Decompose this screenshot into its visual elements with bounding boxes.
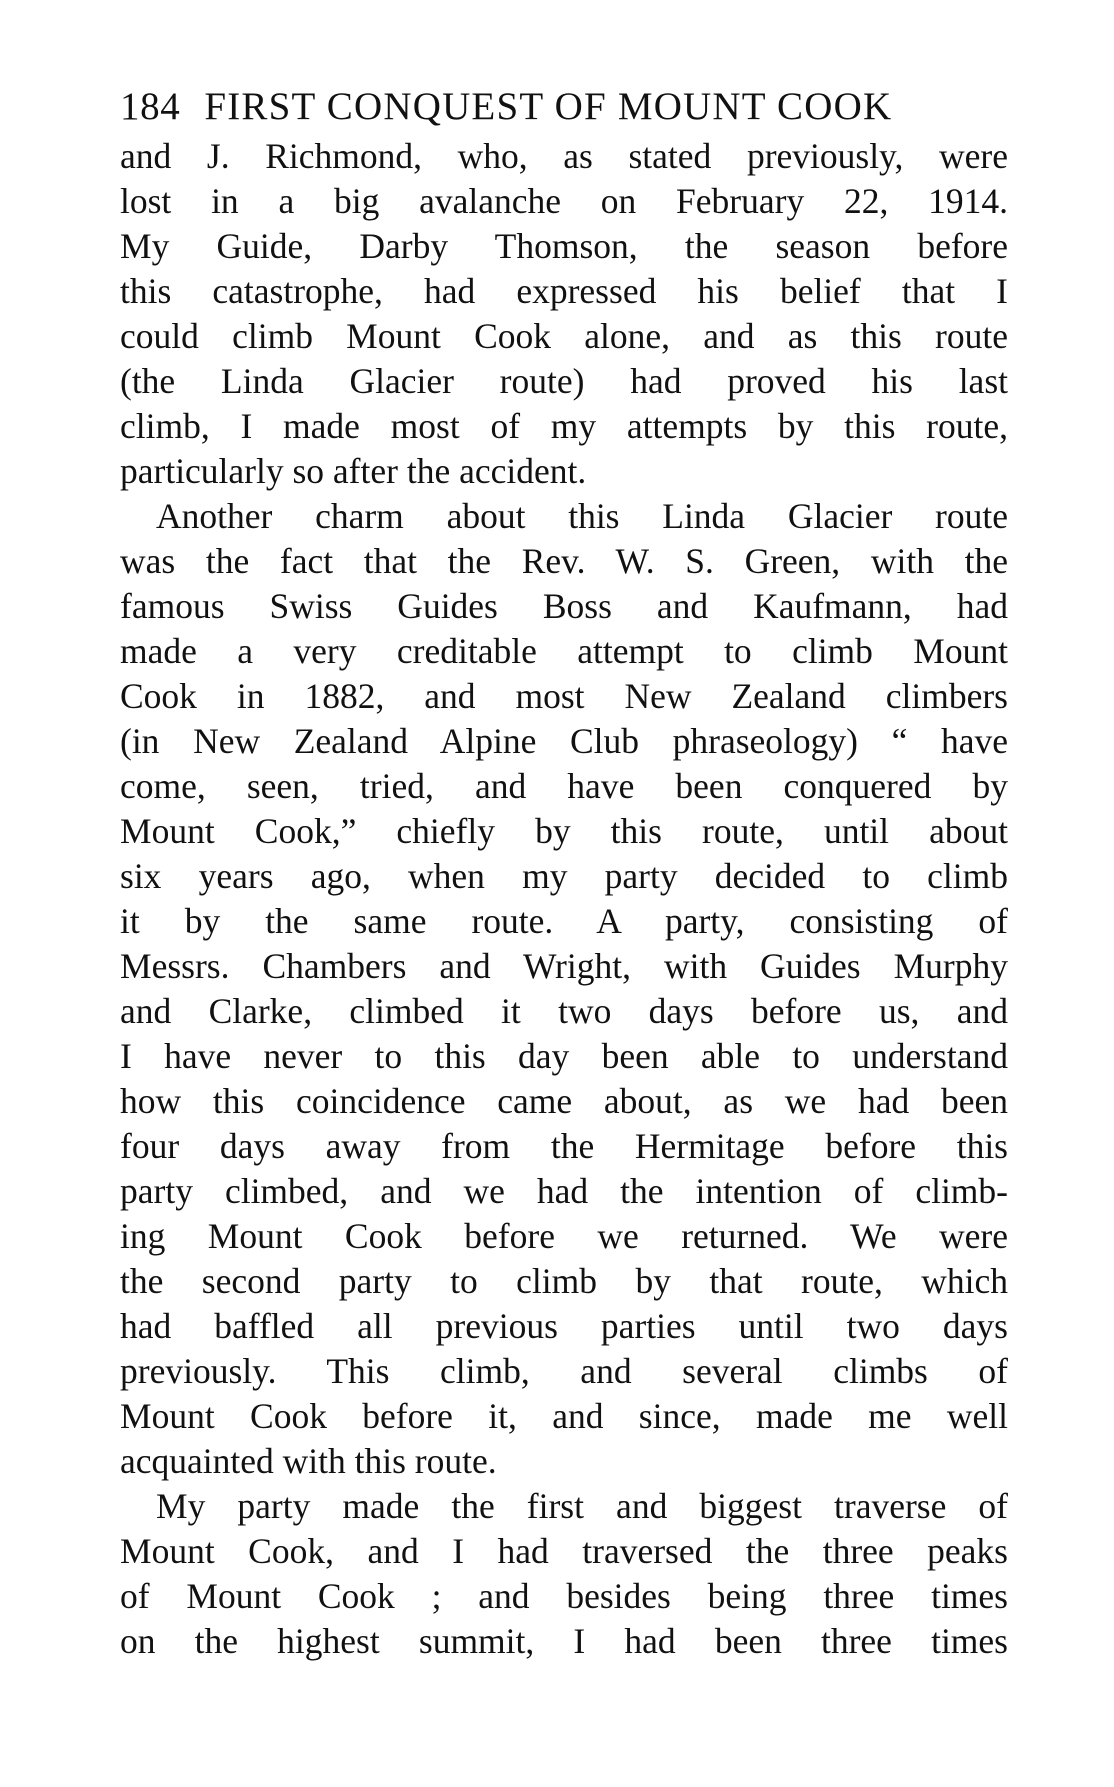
text-line: ing Mount Cook before we returned. We were — [120, 1216, 1008, 1256]
running-head: FIRST CONQUEST OF MOUNT COOK — [204, 85, 893, 128]
text-line: famous Swiss Guides Boss and Kaufmann, had — [120, 586, 1008, 626]
text-line: this catastrophe, had expressed his belief that I — [120, 271, 1008, 311]
text-line: particularly so after the accident. — [120, 451, 587, 491]
text-line: Mount Cook, and I had traversed the three peaks — [120, 1531, 1008, 1571]
text-line: could climb Mount Cook alone, and as this route — [120, 316, 1008, 356]
text-line: Mount Cook before it, and since, made me well — [120, 1396, 1008, 1436]
page-header — [120, 84, 1008, 134]
text-line: Another charm about this Linda Glacier route — [156, 496, 1008, 536]
paragraph-3 — [120, 1484, 1008, 1664]
text-line: lost in a big avalanche on February 22, 1914. — [120, 181, 1008, 221]
text-line: Mount Cook,” chiefly by this route, until about — [120, 811, 1008, 851]
text-line: had baffled all previous parties until two days — [120, 1306, 1008, 1346]
text-line: acquainted with this route. — [120, 1441, 497, 1481]
text-line: was the fact that the Rev. W. S. Green, with the — [120, 541, 1008, 581]
book-page — [120, 84, 1008, 1664]
text-line: Messrs. Chambers and Wright, with Guides Murphy — [120, 946, 1008, 986]
text-line: come, seen, tried, and have been conquered by — [120, 766, 1008, 806]
text-line: four days away from the Hermitage before this — [120, 1126, 1008, 1166]
text-line: and J. Richmond, who, as stated previously, were — [120, 136, 1008, 176]
text-line: previously. This climb, and several climbs of — [120, 1351, 1008, 1391]
text-line: (the Linda Glacier route) had proved his last — [120, 361, 1008, 401]
text-line: the second party to climb by that route, which — [120, 1261, 1008, 1301]
text-line: made a very creditable attempt to climb Mount — [120, 631, 1008, 671]
text-line: six years ago, when my party decided to climb — [120, 856, 1008, 896]
text-line: My Guide, Darby Thomson, the season before — [120, 226, 1008, 266]
text-line: how this coincidence came about, as we had been — [120, 1081, 1008, 1121]
body-text — [120, 134, 1008, 1664]
paragraph-2 — [120, 494, 1008, 1484]
text-line: (in New Zealand Alpine Club phraseology) “ have — [120, 721, 1008, 761]
page-number: 184 — [120, 85, 181, 128]
text-line: of Mount Cook ; and besides being three times — [120, 1576, 1008, 1616]
text-line: I have never to this day been able to understand — [120, 1036, 1008, 1076]
text-line: Cook in 1882, and most New Zealand climbers — [120, 676, 1008, 716]
text-line: on the highest summit, I had been three times — [120, 1621, 1008, 1661]
text-line: My party made the first and biggest traverse of — [156, 1486, 1008, 1526]
text-line: it by the same route. A party, consisting of — [120, 901, 1008, 941]
text-line: and Clarke, climbed it two days before us, and — [120, 991, 1008, 1031]
text-line: party climbed, and we had the intention of climb- — [120, 1171, 1008, 1211]
paragraph-1 — [120, 134, 1008, 494]
text-line: climb, I made most of my attempts by this route, — [120, 406, 1008, 446]
